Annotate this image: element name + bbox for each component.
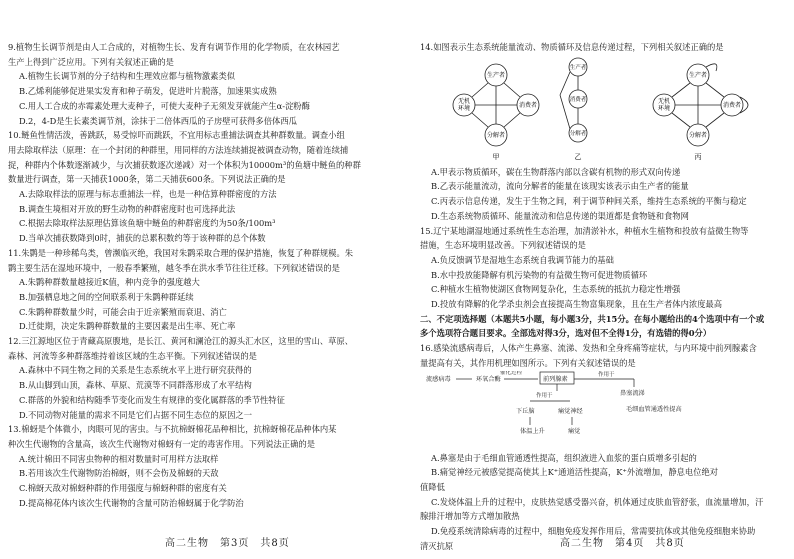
text-line: 种次生代谢物的含量高，该次生代谢物对棉蚜有一定的毒害作用。下列说法正确的是 <box>8 438 315 449</box>
producer-node-label: 生产者 <box>569 64 587 71</box>
page-footer-right: 高二生物 第4页 共8页 <box>560 538 685 549</box>
text-line: D.提高棉花体内该次生代谢物的含量可防治棉蚜属于化学防治 <box>19 497 244 508</box>
text-line: A.朱鹮种群数量越接近K值，种内竞争的强度越大 <box>19 277 200 288</box>
text-line: B.加强栖息地之间的空间联系利于朱鹮种群延续 <box>19 291 194 302</box>
text-line: D.当单次捕获数降到0时，捕获的总累积数约等于该种群的总个体数 <box>19 233 266 244</box>
env-node-label-b: 环境 <box>657 104 671 112</box>
text-line: 生产上得到广泛应用。下列有关叙述正确的是 <box>8 56 174 67</box>
decomposer-node-label: 分解者 <box>486 131 506 139</box>
consumer-node-label: 消费者 <box>518 101 538 109</box>
hypothalamus-label: 下丘脑 <box>516 407 535 415</box>
producer-node-label: 生产者 <box>688 71 708 79</box>
consumer-node-label: 消费者 <box>569 96 587 103</box>
text-line: A.甲表示物质循环，碳在生物群落内部以含碳有机物的形式双向传递 <box>431 166 681 177</box>
text-line: B.调查生境相对开放的野生动物的种群密度时也可选择此法 <box>19 203 236 214</box>
text-line: 森林、河流等多种群落维持着该区域的生态平衡。下列叙述错误的是 <box>8 350 257 361</box>
text-line: D.生态系统物质循环、能量流动和信息传递的渠道都是食物链和食物网 <box>431 210 689 221</box>
text-line: D.不同动物对能量的需求不同是它们占据不同生态位的原因之一 <box>19 409 253 420</box>
text-line: C.丙表示信息传递，发生于生物之间，利于调节种间关系，维持生态系统的平衡与稳定 <box>431 196 747 207</box>
prostaglandin-flow-diagram <box>420 371 786 451</box>
text-line: 14.如图表示生态系统能量流动、物质循环及信息传递过程，下列相关叙述正确的是 <box>420 42 724 52</box>
text-line: 二、不定项选择题（本题共5小题，每小题3分，共15分。在每小题给出的4个选项中有一个或 <box>420 313 765 324</box>
text-line: C.种植水生植物使湖区食物网复杂化，生态系统的抵抗力稳定性增强 <box>431 284 681 295</box>
text-line: 9.植物生长调节剂是由人工合成的，对植物生长、发育有调节作用的化学物质，在农林园艺 <box>8 42 340 52</box>
text-line: D.2，4-D是生长素类调节剂，涂抹于二倍体西瓜的子房壁可获得多倍体西瓜 <box>19 115 297 126</box>
text-line: 措施，生态环境明显改善。下列叙述错误的是 <box>420 240 586 251</box>
text-line: 用去除取样法（原理：在一个封闭的种群里，用同样的方法连续捕捉被调查动物，随着连续捕 <box>8 144 349 155</box>
panel-yi <box>560 58 587 161</box>
temperature-rise-label: 体温上升 <box>520 427 545 435</box>
env-node-label-a: 无机 <box>457 97 471 105</box>
right-column <box>420 40 786 553</box>
catalyze-label: 催化过程 <box>500 370 523 376</box>
text-line: B.痛觉神经元被感觉提高使其上K⁺通道活性提高，K⁺外流增加，静息电位绝对 <box>431 467 719 478</box>
text-line: C.用人工合成的赤霉素处理大麦种子，可使大麦种子无须发芽就能产生α-淀粉酶 <box>19 100 310 111</box>
prostaglandin-label: 前列腺素 <box>543 375 568 383</box>
decomposer-node-label: 分解者 <box>569 130 587 137</box>
panel-label-yi: 乙 <box>574 152 582 161</box>
text-line: A.去除取样法的原理与标志重捕法一样，也是一种估算种群密度的方法 <box>19 189 277 200</box>
text-line: 腺排汗增加等方式增加散热 <box>420 511 520 522</box>
text-line: D.迁徙期，决定朱鹮种群数量的主要因素是出生率、死亡率 <box>19 321 236 332</box>
text-line: 13.棉蚜是个体微小，肉眼可见的害虫。与不抗棉蚜棉花品种相比，抗棉蚜棉花品种体内某 <box>8 424 337 435</box>
pain-feeling-label: 痛觉 <box>568 427 581 435</box>
consumer-node-label: 消费者 <box>722 101 742 109</box>
env-node-label-b: 环境 <box>457 104 471 112</box>
text-line: 16.感染流感病毒后，人体产生鼻塞、流涕、发热和全身疼痛等症状，与内环境中前列腺素含 <box>420 343 757 354</box>
text-line: C.根据去除取样法原理估算该鱼塘中鲢鱼的种群密度约为50条/100m³ <box>19 218 276 229</box>
text-line: C.朱鹮种群数量少时，可能会由于近亲繁殖而衰退、消亡 <box>19 306 227 317</box>
text-line: A.植物生长调节剂的分子结构和生理效应都与植物激素类似 <box>19 71 236 82</box>
text-line: 鹮主要生活在湿地环境中，一般春季繁殖，越冬季在洪水季节往往迁移。下列叙述错误的是 <box>8 262 340 273</box>
text-line: 值降低 <box>420 481 445 492</box>
decomposer-node-label: 分解者 <box>688 131 708 139</box>
text-line: 11.朱鹮是一种珍稀鸟类，曾濒临灭绝，我国对朱鹮采取合理的保护措施，恢复了种群规模。朱 <box>8 247 354 258</box>
capillary-label: 毛细血管通透性提高 <box>626 405 682 413</box>
text-line: 捉，种群内个体数逐渐减少，与次捕获数逐次递减）对一个体积为10000m³的鱼塘中鲢鱼的种群 <box>8 159 361 170</box>
panel-label-bing: 丙 <box>694 152 702 161</box>
text-line: B.乙烯利能够促进果实发育和种子萌发，促进叶片脱落，加速果实成熟 <box>19 86 277 97</box>
text-line: 15.辽宁某地湖湿地通过系统性生态治理，加清淤补水，种植水生植物和投放有益微生物等 <box>420 225 749 236</box>
left-column <box>8 40 380 511</box>
text-line: 量提高有关，其作用机理如图所示。下列有关叙述错误的是 <box>420 357 636 368</box>
text-line: B.若用该次生代谢物防治棉蚜，则不会伤及棉蚜的天敌 <box>19 468 219 479</box>
text-line: C.群落的外貌和结构随季节变化而发生有规律的变化属群落的季节性特征 <box>19 394 285 405</box>
text-line: A.鼻塞是由于毛细血管通透性提高，组织液进入血浆的蛋白质增多引起的 <box>431 452 697 463</box>
text-line: 12.三江源地区位于青藏高原腹地，是长江、黄河和澜沧江的源头汇水区，这里的雪山、草原、 <box>8 336 354 347</box>
text-line: 数量进行调查，第一天捕获1000条，第二天捕获600条。下列说法正确的是 <box>8 174 286 185</box>
producer-node-label: 生产者 <box>486 71 506 79</box>
text-line: A.负反馈调节是湿地生态系统自我调节能力的基础 <box>431 254 614 265</box>
text-line: B.乙表示能量流动，流向分解者的能量在该现实该表示由生产者的能量 <box>431 181 689 192</box>
panel-bing <box>653 64 748 161</box>
text-line: B.水中投放能降解有机污染物的有益微生物可促进物质循环 <box>431 269 648 280</box>
act-label: 作用于 <box>536 392 553 399</box>
text-line: D.免疫系统清除病毒的过程中，细胞免疫发挥作用后，常需要抗体或其他免疫细胞来协助 <box>431 526 756 537</box>
text-line: 多个选项符合题目要求。全部选对得3分，选对但不全得1分，有选错的得0分） <box>420 328 712 339</box>
virus-label: 流感病毒 <box>426 375 451 383</box>
cox-label: 环氧合酶 <box>476 375 501 383</box>
ecosystem-diagram <box>420 55 786 165</box>
text-line: D.投放有降解的化学杀虫剂会直接提高生物富集现象，且在生产者体内浓度最高 <box>431 299 723 310</box>
pain-nerve-label: 痛觉神经 <box>558 407 583 415</box>
text-line: C.发烧体温上升的过程中，皮肤热觉感受器兴奋，机体通过皮肤血管舒张，血流量增加，汗 <box>431 496 764 507</box>
text-line: 10.鲢鱼性情活泼，善跳跃，易受惊吓而跳跃，不宜用标志重捕法调查其种群数量。调查小组 <box>8 130 345 141</box>
text-line: A.森林中不同生物之间的关系是生态系统水平上进行研究获得的 <box>19 365 252 376</box>
act-label-2: 作用于 <box>598 371 615 378</box>
text-line: B.从山脚到山顶，森林、草原、荒漠等不同群落形成了水平结构 <box>19 380 252 391</box>
page-footer-left: 高二生物 第3页 共8页 <box>165 538 290 549</box>
nasal-label: 鼻塞流涕 <box>620 389 645 397</box>
env-node-label-a: 无机 <box>657 97 671 105</box>
text-line: 清灭抗原 <box>420 540 454 551</box>
text-line: C.棉蚜天敌对棉蚜种群的作用强度与棉蚜种群的密度有关 <box>19 483 227 494</box>
text-line: A.统计棉田不同害虫物种的相对数量时可用样方法取样 <box>19 453 219 464</box>
panel-label-jia: 甲 <box>492 152 500 161</box>
panel-jia <box>453 64 539 161</box>
